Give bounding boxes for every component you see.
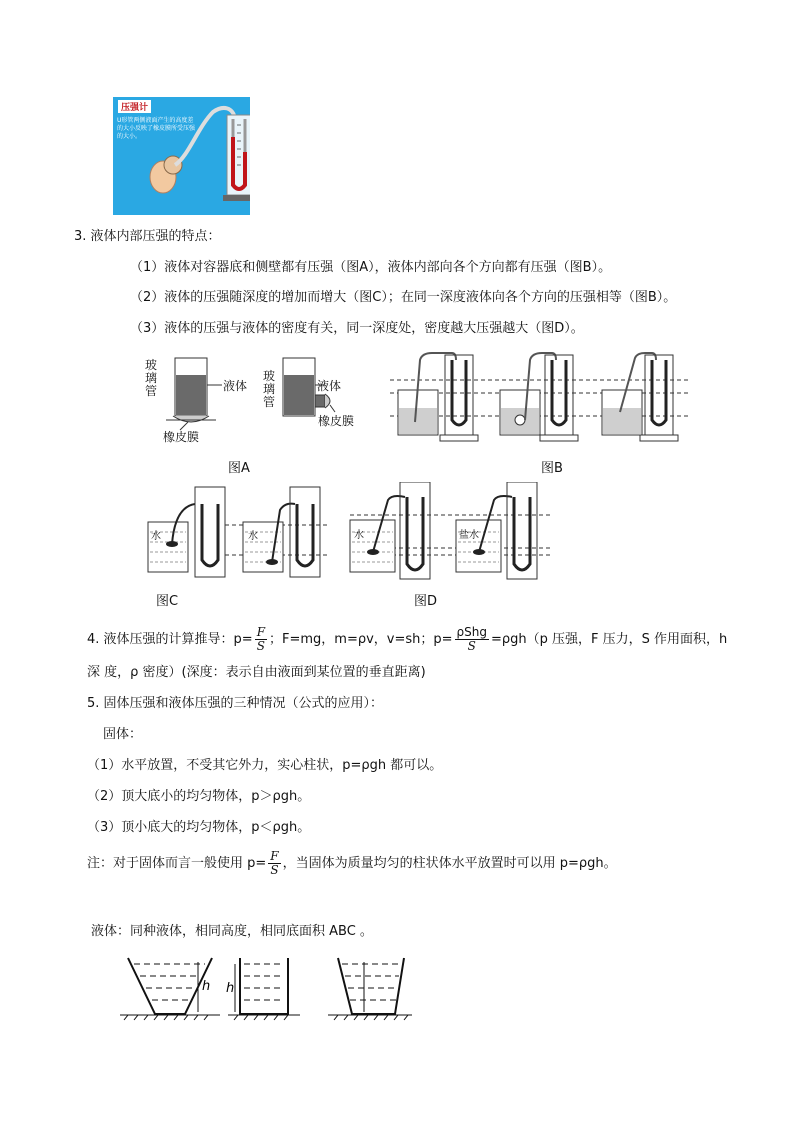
figd-water: 水 bbox=[354, 530, 364, 541]
note-denominator: S bbox=[270, 863, 279, 877]
figb-caption: 图B bbox=[541, 461, 563, 476]
solid-case-1: （1）水平放置，不受其它外力，实心柱状，p=ρgh 都可以。 bbox=[87, 758, 443, 773]
h-label-b: h bbox=[226, 981, 235, 996]
figa-liquid-right: 液体 bbox=[317, 379, 342, 393]
solid-case-3: （3）顶小底大的均匀物体，p＜ρgh。 bbox=[87, 820, 311, 835]
figb-setup-3 bbox=[602, 353, 678, 441]
figa-liquid-left: 液体 bbox=[223, 379, 248, 393]
figa-membrane-right: 橡皮膜 bbox=[318, 414, 355, 428]
section3-item2: （2）液体的压强随深度的增加而增大（图C）；在同一深度液体向各个方向的压强相等（图B）。 bbox=[130, 290, 677, 305]
frac1-numerator: F bbox=[256, 625, 266, 639]
figc-water-2: 水 bbox=[248, 531, 258, 542]
frac2-numerator: ρShg bbox=[456, 625, 488, 639]
figa-glass-tube-right: 玻璃管 bbox=[263, 369, 276, 409]
frac2-denominator: S bbox=[467, 639, 476, 653]
pressure-gauge-image bbox=[113, 97, 250, 215]
figb-setup-1 bbox=[398, 353, 478, 441]
note-prefix: 注：对于固体而言一般使用 p= bbox=[87, 856, 267, 871]
gauge-drawing bbox=[113, 97, 250, 215]
note-suffix: ，当固体为质量均匀的柱状体水平放置时可以用 p=ρgh。 bbox=[282, 856, 617, 871]
liquid-line: 液体：同种液体，相同高度，相同底面积 ABC 。 bbox=[91, 924, 373, 939]
figure-c-d bbox=[140, 482, 560, 582]
figd-caption: 图D bbox=[414, 594, 438, 609]
section4-middle: ；F=mg，m=ρv，v=sh；p= bbox=[269, 632, 453, 647]
section3-heading: 3. 液体内部压强的特点： bbox=[74, 229, 221, 244]
figc-caption: 图C bbox=[156, 594, 179, 609]
formula-f-over-s bbox=[255, 626, 267, 653]
figa-caption: 图A bbox=[228, 461, 250, 476]
frac1-denominator: S bbox=[256, 639, 265, 653]
gauge-title: 压强计 bbox=[118, 100, 151, 113]
solid-label: 固体： bbox=[103, 727, 143, 742]
figa-glass-tube-left: 玻璃管 bbox=[145, 358, 158, 398]
section4-prefix: 4. 液体压强的计算推导：p= bbox=[87, 632, 253, 647]
figc-water-1: 水 bbox=[151, 531, 161, 542]
figd-salt-water: 盐水 bbox=[459, 530, 479, 541]
section4-line2: 深 度，ρ 密度）(深度：表示自由液面到某位置的垂直距离) bbox=[87, 665, 426, 680]
section5-heading: 5. 固体压强和液体压强的三种情况（公式的应用）： bbox=[87, 696, 384, 711]
h-label-a: h bbox=[202, 979, 211, 994]
section4-suffix: =ρgh（p 压强，F 压力，S 作用面积，h bbox=[491, 632, 728, 647]
note-numerator: F bbox=[270, 849, 279, 863]
figure-b bbox=[390, 350, 690, 445]
gauge-description: U形管两侧液面产生的高度差的大小反映了橡皮膜所受压强的大小。 bbox=[117, 117, 196, 140]
formula-rhoshg-over-s bbox=[455, 626, 489, 653]
section3-item3: （3）液体的压强与液体的密度有关，同一深度处，密度越大压强越大（图D）。 bbox=[130, 321, 584, 336]
section4-line1 bbox=[87, 626, 727, 653]
section3-item1: （1）液体对容器底和侧壁都有压强（图A），液体内部向各个方向都有压强（图B）。 bbox=[130, 260, 612, 275]
solid-note bbox=[87, 850, 617, 877]
figb-setup-2 bbox=[500, 353, 578, 441]
figa-membrane-left: 橡皮膜 bbox=[163, 430, 200, 444]
three-containers-figure bbox=[120, 952, 420, 1022]
solid-case-2: （2）顶大底小的均匀物体，p＞ρgh。 bbox=[87, 789, 311, 804]
note-formula bbox=[268, 850, 280, 877]
